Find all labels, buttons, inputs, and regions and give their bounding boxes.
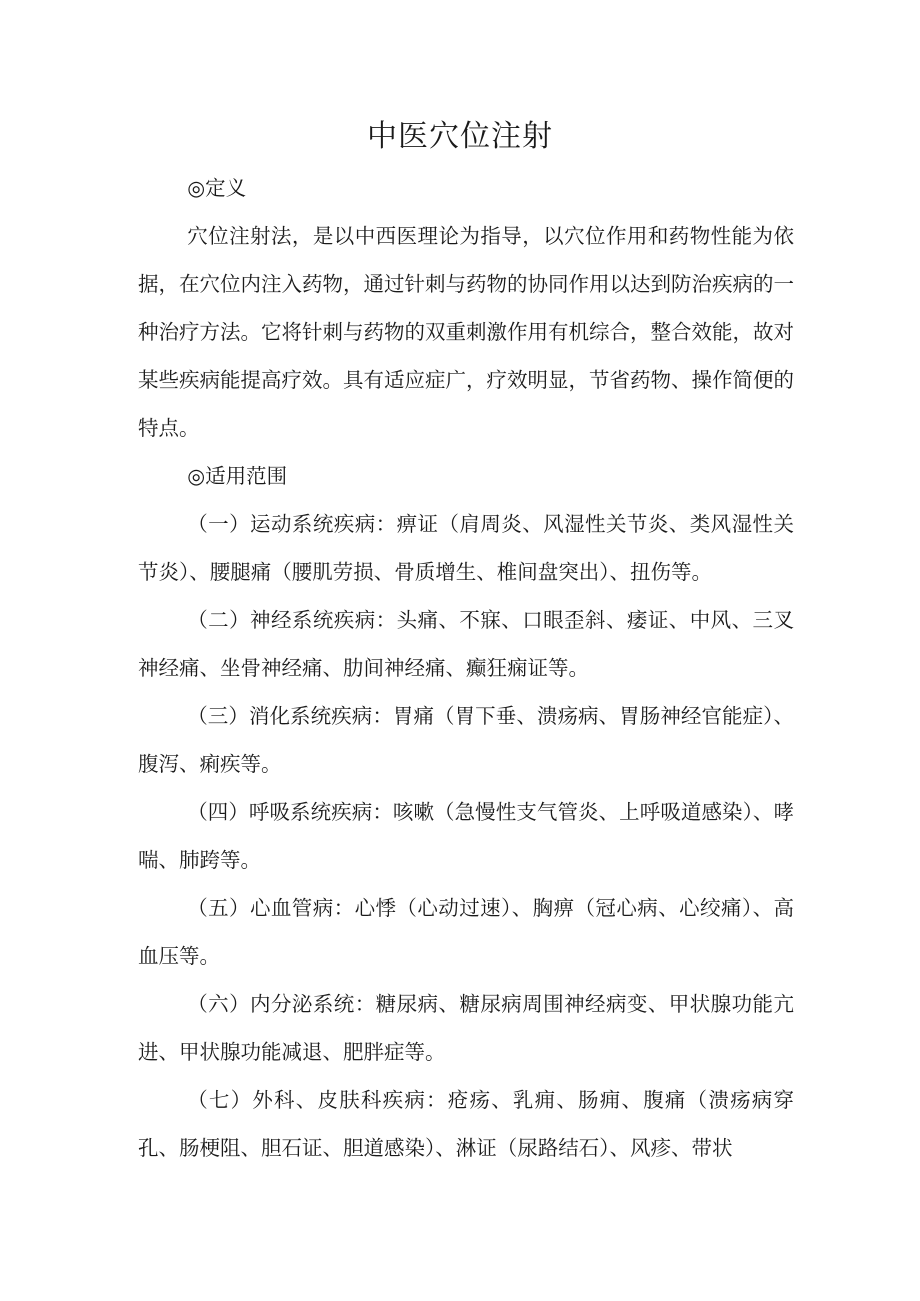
document-title: 中医穴位注射 xyxy=(367,119,553,154)
scope-item-5: （五）心血管病：心悸（心动过速）、胸痹（冠心病、心绞痛）、高血压等。 xyxy=(138,896,794,968)
section-heading-scope: ◎适用范围 xyxy=(187,464,288,488)
section-heading-definition: ◎定义 xyxy=(187,176,247,200)
scope-item-1: （一）运动系统疾病：痹证（肩周炎、风湿性关节炎、类风湿性关节炎）、腰腿痛（腰肌劳损、骨质增生、椎间盘突出）、扭伤等。 xyxy=(138,512,794,584)
scope-item-3: （三）消化系统疾病：胃痛（胃下垂、溃疡病、胃肠神经官能症）、腹泻、痢疾等。 xyxy=(138,704,794,776)
scope-item-6: （六）内分泌系统：糖尿病、糖尿病周围神经病变、甲状腺功能亢进、甲状腺功能减退、肥胖症等。 xyxy=(138,992,794,1064)
scope-item-4: （四）呼吸系统疾病：咳嗽（急慢性支气管炎、上呼吸道感染）、哮喘、肺跨等。 xyxy=(138,800,794,872)
definition-paragraph: 穴位注射法，是以中西医理论为指导，以穴位作用和药物性能为依据，在穴位内注入药物，通过针刺与药物的协同作用以达到防治疾病的一种治疗方法。它将针刺与药物的双重刺激作用有机综合，整合效能，故对某些疾病能提高疗效。具有适应症广，疗效明显，节省药物、操作简便的特点。 xyxy=(138,224,794,440)
scope-item-7: （七）外科、皮肤科疾病：疮疡、乳痈、肠痈、腹痛（溃疡病穿孔、肠梗阻、胆石证、胆道感染）、淋证（尿路结石）、风疹、带状 xyxy=(138,1088,794,1160)
document-body xyxy=(138,164,794,1172)
scope-item-2: （二）神经系统疾病：头痛、不寐、口眼歪斜、痿证、中风、三叉神经痛、坐骨神经痛、肋间神经痛、癫狂痫证等。 xyxy=(138,608,794,680)
